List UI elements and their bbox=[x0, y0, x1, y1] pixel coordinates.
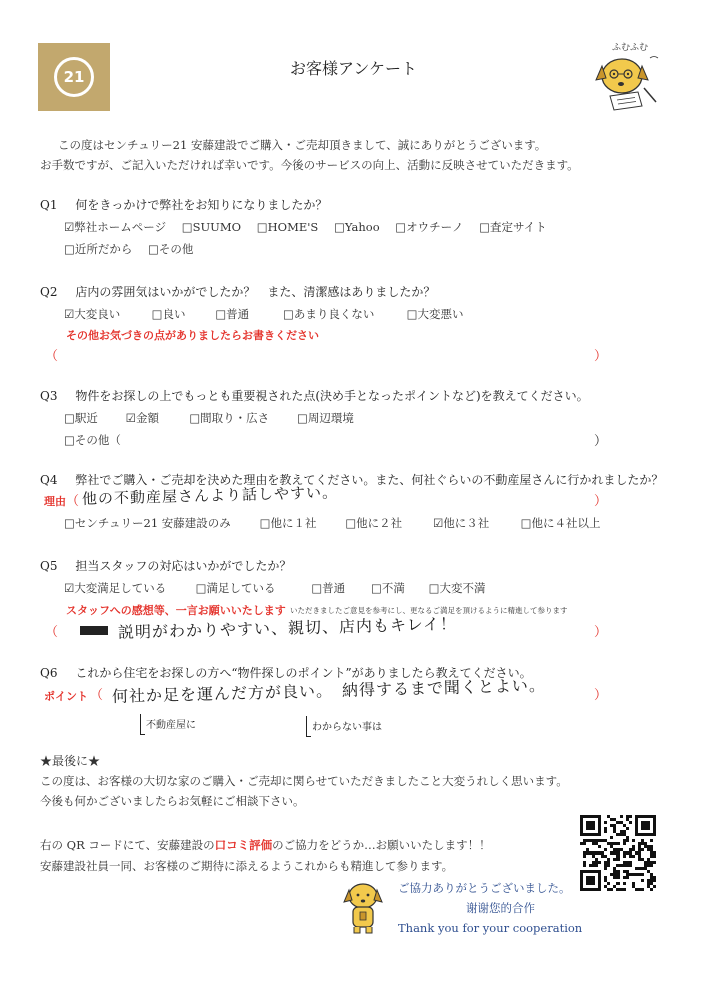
intro-line-1: この度はセンチュリー21 安藤建設でご購入・ご売却頂きまして、誠にありがとうございます。 bbox=[58, 138, 547, 152]
q1-number: Q1 bbox=[40, 198, 58, 212]
insert-mark-1 bbox=[140, 714, 145, 735]
closing-line-2: 今後も何かございましたらお気軽にご相談下さい。 bbox=[40, 794, 305, 808]
q5-prompt: スタッフへの感想等、一言お願いいたします bbox=[66, 604, 286, 617]
staff-line: 安藤建設社員一同、お客様のご期待に添えるようこれからも精進して参ります。 bbox=[40, 859, 454, 873]
q4-option-3-others[interactable]: ☑他に３社 bbox=[432, 516, 490, 530]
q1-text: 何をきっかけで弊社をお知りになりましたか？ bbox=[75, 198, 328, 212]
thanks-japanese: ご協力ありがとうございました。 bbox=[398, 881, 571, 895]
q1-option-suumo[interactable]: □SUUMO bbox=[181, 220, 242, 234]
q4-handwritten-reason[interactable]: 他の不動産屋さんより話しやすい。 bbox=[81, 483, 339, 508]
mascot-caption: ふむふむ bbox=[612, 43, 649, 53]
q6-paren-close: ） bbox=[594, 688, 608, 703]
thanks-english: Thank you for your cooperation bbox=[398, 921, 583, 935]
q6-handwritten-note-1: 不動産屋に bbox=[146, 720, 196, 731]
q4-paren-close: ） bbox=[594, 494, 608, 509]
logo-mark: 21 bbox=[54, 57, 94, 97]
q5-options bbox=[64, 580, 486, 596]
q6-label: ポイント bbox=[44, 690, 88, 703]
q5-handwritten-comment[interactable]: 説明がわかりやすい、親切、店内もキレイ！ bbox=[117, 614, 458, 642]
q6-text: これから住宅をお探しの方へ“物件探しのポイント”がありましたら教えてください。 bbox=[75, 666, 532, 680]
q2-question bbox=[40, 283, 435, 300]
q4-options bbox=[64, 515, 601, 531]
review-qr-code[interactable] bbox=[580, 815, 656, 891]
q4-text: 弊社でご購入・ご売却を決めた理由を教えてください。また、何社ぐらいの不動産屋さんに行かれましたか？ bbox=[75, 473, 664, 487]
q2-number: Q2 bbox=[40, 285, 58, 299]
q6-number: Q6 bbox=[40, 666, 58, 680]
q2-text: 店内の雰囲気はいかがでしたか？ また、清潔感はありましたか？ bbox=[75, 285, 436, 299]
q1-option-homes[interactable]: □HOME'S bbox=[256, 220, 319, 234]
q3-option-station[interactable]: □駅近 bbox=[64, 411, 98, 425]
q1-question bbox=[40, 196, 327, 213]
q3-options bbox=[64, 410, 354, 426]
q1-option-homepage[interactable]: ☑弊社ホームページ bbox=[64, 220, 167, 234]
q6-handwritten-point[interactable]: 何社か足を運んだ方が良い。 納得するまで聞くとよい。 bbox=[111, 675, 547, 706]
q1-options-row2 bbox=[64, 241, 205, 257]
q5-option-dissatisfied[interactable]: □不満 bbox=[370, 581, 405, 595]
page-title: お客様アンケート bbox=[289, 59, 418, 78]
q5-note: いただきましたご意見を参考にし、更なるご満足を頂けるように精進して参ります bbox=[290, 606, 568, 615]
q2-comment-field[interactable] bbox=[70, 350, 590, 364]
insert-mark-2 bbox=[306, 716, 311, 737]
qr-line-pre: 右の QR コードにて、安藤建設の bbox=[40, 838, 215, 852]
q4-option-1-other[interactable]: □他に１社 bbox=[259, 516, 317, 530]
q4-option-4plus-others[interactable]: □他に４社以上 bbox=[520, 516, 601, 530]
q5-question bbox=[40, 557, 291, 574]
q4-question bbox=[40, 471, 663, 488]
q4-option-2-others[interactable]: □他に２社 bbox=[345, 516, 403, 530]
q5-option-satisfied[interactable]: □満足している bbox=[195, 581, 276, 595]
thanks-chinese: 谢谢您的合作 bbox=[466, 901, 535, 915]
crossed-out-scribble bbox=[80, 626, 108, 635]
q2-option-not-good[interactable]: □あまり良くない bbox=[282, 307, 375, 321]
q5-option-normal[interactable]: □普通 bbox=[311, 581, 346, 595]
q2-option-normal[interactable]: □普通 bbox=[215, 307, 250, 321]
q4-option-only-us[interactable]: □センチュリー21 安藤建設のみ bbox=[64, 516, 231, 530]
q6-paren-open: （ bbox=[90, 688, 104, 703]
q2-options bbox=[64, 306, 464, 322]
qr-line-post: のご協力をどうか…お願いいたします！！ bbox=[272, 838, 491, 852]
q2-option-very-good[interactable]: ☑大変良い bbox=[64, 307, 121, 321]
qr-module bbox=[653, 888, 656, 891]
q5-text: 担当スタッフの対応はいかがでしたか？ bbox=[75, 559, 292, 573]
q3-question bbox=[40, 387, 589, 404]
q2-option-very-bad[interactable]: □大変悪い bbox=[406, 307, 464, 321]
q3-option-layout[interactable]: □間取り・広さ bbox=[189, 411, 270, 425]
closing-heading: ★最後に★ bbox=[40, 754, 101, 768]
q2-paren-open: （ bbox=[45, 349, 59, 364]
q5-option-very-dissatisfied[interactable]: □大変不満 bbox=[428, 581, 486, 595]
reading-dog-mascot-icon bbox=[590, 52, 662, 112]
q1-option-satei[interactable]: □査定サイト bbox=[479, 220, 547, 234]
q3-number: Q3 bbox=[40, 389, 58, 403]
q1-option-neighborhood[interactable]: □近所だから bbox=[64, 242, 133, 256]
q1-option-other[interactable]: □その他 bbox=[148, 242, 194, 256]
q5-option-very-satisfied[interactable]: ☑大変満足している bbox=[64, 581, 167, 595]
q3-option-environment[interactable]: □周辺環境 bbox=[296, 411, 354, 425]
q1-option-ouchino[interactable]: □オウチーノ bbox=[395, 220, 464, 234]
q5-paren-open: （ bbox=[45, 625, 59, 640]
qr-request-line bbox=[40, 837, 491, 853]
q2-option-good[interactable]: □良い bbox=[151, 307, 186, 321]
q3-paren-close: ） bbox=[594, 434, 608, 449]
intro-line-2: お手数ですが、ご記入いただければ幸いです。今後のサービスの向上、活動に反映させていただきます。 bbox=[40, 158, 579, 172]
q4-number: Q4 bbox=[40, 473, 58, 487]
q1-options-row1 bbox=[64, 219, 559, 235]
q6-handwritten-note-2: わからない事は bbox=[312, 722, 382, 733]
qr-line-emph: 口コミ評価 bbox=[214, 838, 273, 852]
q4-reason-label: 理由 bbox=[44, 495, 66, 508]
q3-option-price[interactable]: ☑金額 bbox=[125, 411, 159, 425]
q5-paren-close: ） bbox=[594, 625, 608, 640]
q4-paren-open: （ bbox=[66, 494, 80, 509]
q3-option-other[interactable]: □その他（ bbox=[64, 433, 121, 447]
q1-option-yahoo[interactable]: □Yahoo bbox=[333, 220, 380, 234]
q5-number: Q5 bbox=[40, 559, 58, 573]
q2-prompt: その他お気づきの点がありましたらお書きください bbox=[66, 329, 319, 342]
q2-paren-close: ） bbox=[594, 349, 608, 364]
closing-line-1: この度は、お客様の大切な家のご購入・ご売却に関らせていただきましたこと大変うれしく思います。 bbox=[40, 774, 568, 788]
thumbs-up-dog-mascot-icon bbox=[338, 880, 388, 936]
q3-text: 物件をお探しの上でもっとも重要視された点(決め手となったポイントなど)を教えてください。 bbox=[75, 389, 589, 403]
